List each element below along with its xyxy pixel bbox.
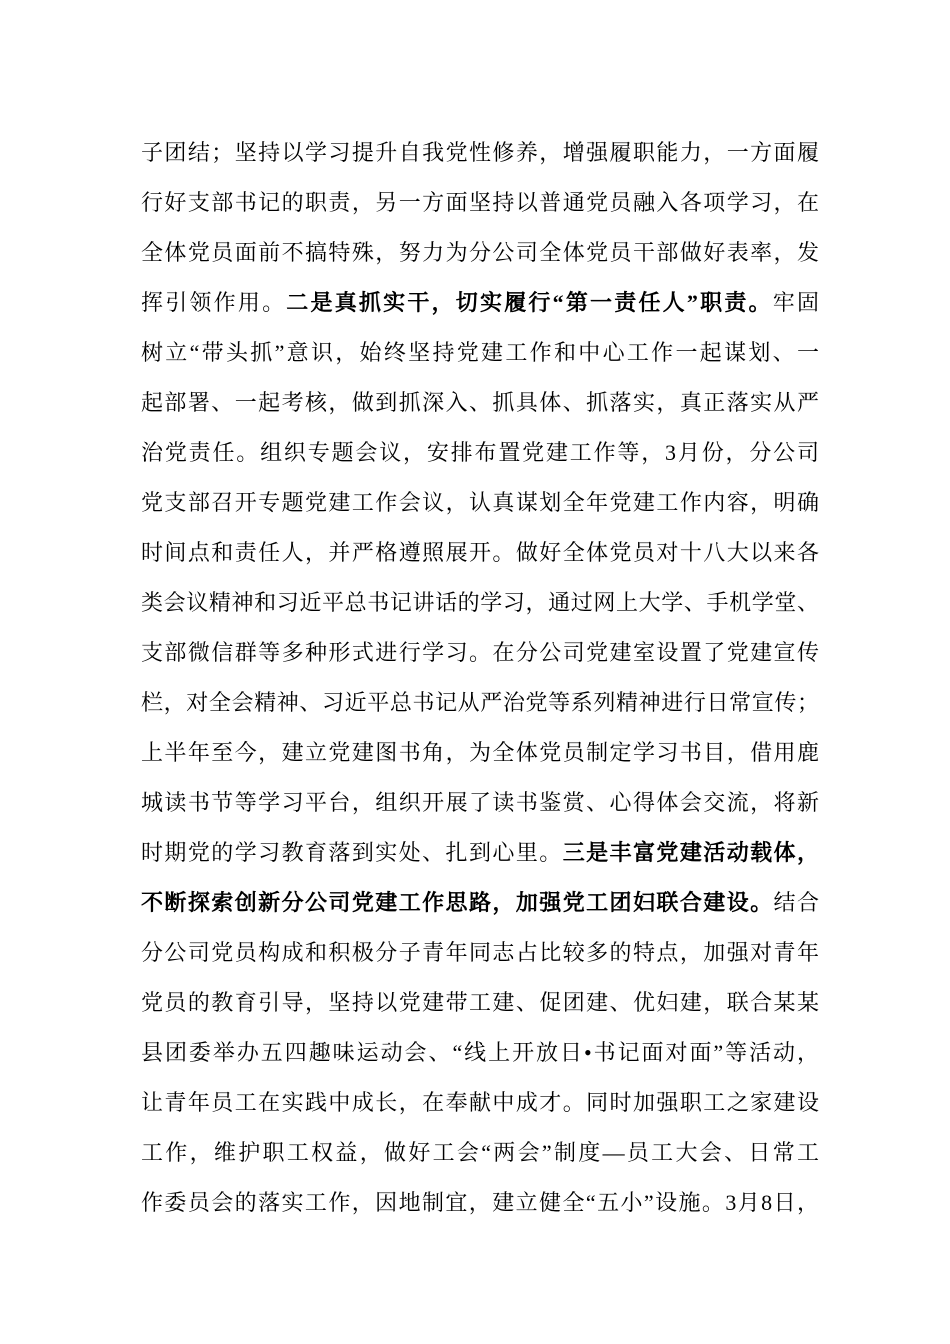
text-segment: 挥引领作用。	[141, 290, 287, 315]
text-line	[141, 678, 819, 728]
text-segment: 牢固	[772, 290, 819, 315]
text-line	[141, 1178, 819, 1228]
text-segment: 全体党员面前不搞特殊，努力为分公司全体党员干部做好表率，发	[141, 240, 819, 265]
document-body	[141, 128, 819, 1228]
text-segment: 时间点和责任人，并严格遵照展开。做好全体党员对十八大以来各	[141, 540, 819, 565]
text-segment: 让青年员工在实践中成长，在奉献中成才。同时加强职工之家建设	[141, 1090, 819, 1115]
text-line	[141, 728, 819, 778]
text-segment: 类会议精神和习近平总书记讲话的学习，通过网上大学、手机学堂、	[141, 590, 819, 615]
text-segment: 结合	[773, 890, 819, 915]
text-segment: 栏，对全会精神、习近平总书记从严治党等系列精神进行日常宣传；	[141, 690, 819, 715]
text-segment: 城读书节等学习平台，组织开展了读书鉴赏、心得体会交流，将新	[141, 790, 819, 815]
text-line	[141, 1028, 819, 1078]
text-line	[141, 478, 819, 528]
text-segment: 行好支部书记的职责，另一方面坚持以普通党员融入各项学习，在	[141, 190, 819, 215]
text-line	[141, 228, 819, 278]
text-line	[141, 528, 819, 578]
text-line	[141, 578, 819, 628]
text-segment: 党员的教育引导，坚持以党建带工建、促团建、优妇建，联合某某	[141, 990, 819, 1015]
text-line	[141, 178, 819, 228]
text-segment: 县团委举办五四趣味运动会、“线上开放日•书记面对面”等活动，	[141, 1040, 819, 1065]
text-line	[141, 1078, 819, 1128]
bold-text-segment: 二是真抓实干，切实履行“第一责任人”职责。	[286, 290, 773, 315]
text-segment: 支部微信群等多种形式进行学习。在分公司党建室设置了党建宣传	[141, 640, 819, 665]
text-segment: 治党责任。组织专题会议，安排布置党建工作等，3月份，分公司	[141, 440, 819, 465]
bold-text-segment: 不断探索创新分公司党建工作思路，加强党工团妇联合建设。	[141, 890, 774, 915]
text-line	[141, 978, 819, 1028]
text-line	[141, 828, 819, 878]
text-segment: 分公司党员构成和积极分子青年同志占比较多的特点，加强对青年	[141, 940, 819, 965]
text-segment: 子团结；坚持以学习提升自我党性修养，增强履职能力，一方面履	[141, 140, 819, 165]
text-segment: 时期党的学习教育落到实处、扎到心里。	[141, 840, 563, 865]
text-line	[141, 878, 819, 928]
text-line	[141, 428, 819, 478]
text-line	[141, 628, 819, 678]
text-segment: 上半年至今，建立党建图书角，为全体党员制定学习书目，借用鹿	[141, 740, 819, 765]
text-segment: 党支部召开专题党建工作会议，认真谋划全年党建工作内容，明确	[141, 490, 819, 515]
text-segment: 工作，维护职工权益，做好工会“两会”制度—员工大会、日常工	[141, 1140, 819, 1165]
text-line	[141, 778, 819, 828]
text-segment: 起部署、一起考核，做到抓深入、抓具体、抓落实，真正落实从严	[141, 390, 819, 415]
text-line	[141, 328, 819, 378]
text-line	[141, 378, 819, 428]
text-line	[141, 928, 819, 978]
text-segment: 作委员会的落实工作，因地制宜，建立健全“五小”设施。3月8日，	[141, 1190, 819, 1215]
text-segment: 树立“带头抓”意识，始终坚持党建工作和中心工作一起谋划、一	[141, 340, 819, 365]
text-line	[141, 278, 819, 328]
text-line	[141, 1128, 819, 1178]
text-line	[141, 128, 819, 178]
bold-text-segment: 三是丰富党建活动载体，	[562, 840, 819, 865]
